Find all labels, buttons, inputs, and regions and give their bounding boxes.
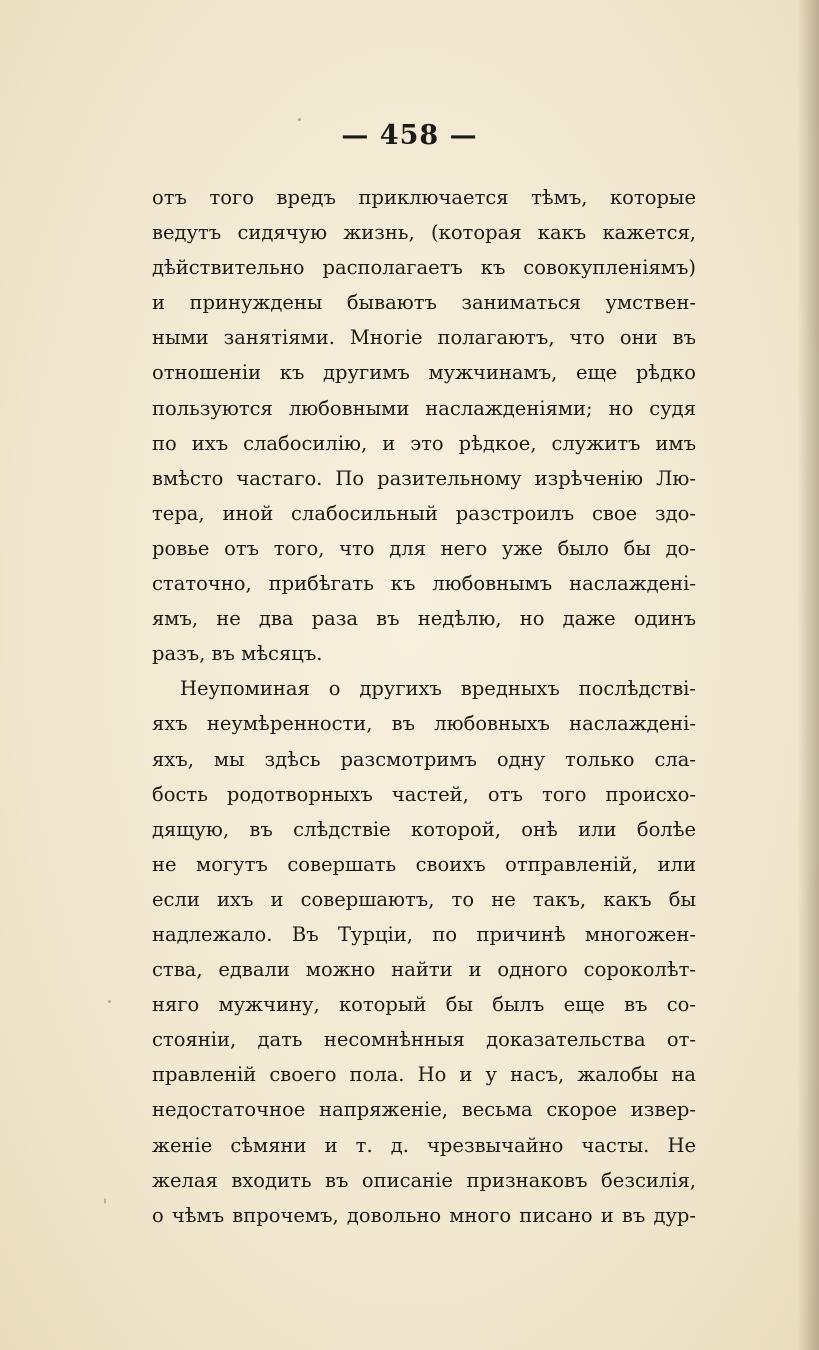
text-line: стояніи, дать несомнѣнныя доказательства от- (152, 1028, 696, 1052)
text-line: отъ того вредъ приключается тѣмъ, которые (152, 186, 696, 209)
text-line: пользуются любовными наслажденіями; но судя (152, 396, 696, 420)
text-line: ровье отъ того, что для него уже было бы до- (152, 536, 696, 560)
text-line: вмѣсто частаго. По разительному изрѣченію Лю- (152, 466, 696, 490)
text-line: дящую, въ слѣдствіе которой, онѣ или болѣе (152, 817, 696, 841)
text-line: яхъ неумѣренности, въ любовныхъ наслажденi- (152, 712, 696, 736)
text-line: не могутъ совершать своихъ отправленій, или (152, 852, 696, 876)
text-line: и принуждены бываютъ заниматься умствен- (152, 291, 696, 315)
text-line: Неупоминая о другихъ вредныхъ послѣдствi- (180, 677, 696, 701)
text-line: бость родотворныхъ частей, отъ того происхо- (152, 782, 696, 806)
text-line: о чѣмъ впрочемъ, довольно много писано и въ дур- (152, 1203, 696, 1227)
text-line: разъ, въ мѣсяцъ. (152, 642, 323, 666)
text-line: надлежало. Въ Турціи, по причинѣ многожен- (152, 922, 696, 946)
text-line: тера, иной слабосильный разстроилъ свое здо- (152, 501, 696, 525)
text-line: статочно, прибѣгать къ любовнымъ наслажденi- (152, 572, 696, 596)
text-line: если ихъ и совершаютъ, то не такъ, какъ бы (152, 887, 696, 911)
paper-speck (104, 1198, 106, 1204)
text-line: ямъ, не два раза въ недѣлю, но даже одинъ (152, 607, 696, 631)
text-line: дѣйствительно располагаетъ къ совокупленіямъ) (152, 256, 696, 280)
paper-speck (108, 1000, 111, 1003)
text-line: отношеніи къ другимъ мужчинамъ, еще рѣдко (152, 361, 696, 385)
text-line: ными занятіями. Многіе полагаютъ, что они въ (152, 326, 696, 350)
page-number: — 458 — (341, 120, 478, 151)
text-line: по ихъ слабосилію, и это рѣдкое, служитъ имъ (152, 431, 696, 455)
text-line: няго мужчину, который бы былъ еще въ со- (152, 993, 696, 1017)
text-line: правленій своего пола. Но и у насъ, жалобы на (152, 1063, 696, 1087)
page-edge-shadow (797, 0, 819, 1350)
text-line: женіе сѣмяни и т. д. чрезвычайно часты. Не (152, 1133, 696, 1157)
body-text (152, 180, 696, 1233)
text-line: недостаточное напряженіе, весьма скорое извер- (152, 1098, 696, 1122)
text-line: яхъ, мы здѣсь разсмотримъ одну только сла- (152, 747, 696, 771)
text-line: ведутъ сидячую жизнь, (которая какъ кажется, (152, 221, 696, 245)
text-line: желая входить въ описаніе признаковъ безсилія, (152, 1168, 696, 1192)
text-line: ства, едвали можно найти и одного сороколѣт- (152, 958, 696, 982)
